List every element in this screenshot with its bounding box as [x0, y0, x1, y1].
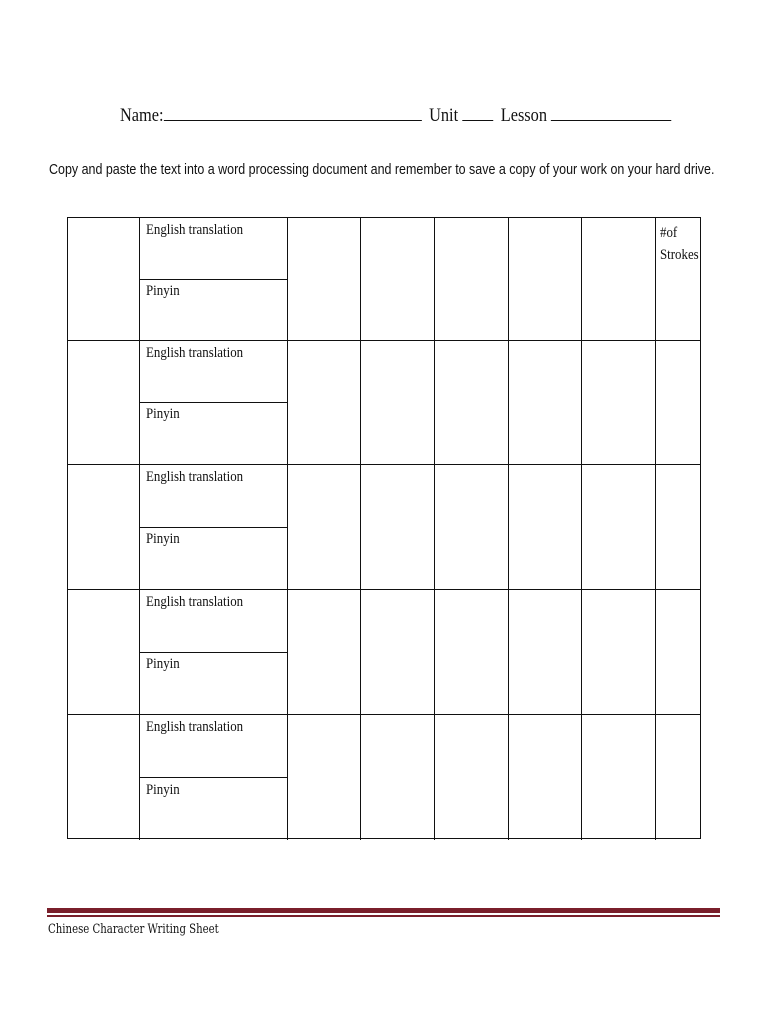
lesson-label: Lesson [500, 105, 548, 126]
name-blank[interactable] [164, 104, 422, 121]
translation-pinyin-cell [140, 341, 288, 464]
name-label: Name: [120, 105, 164, 126]
practice-writing-box[interactable] [582, 715, 656, 840]
practice-writing-box[interactable] [288, 218, 361, 340]
pinyin-label: Pinyin [146, 782, 180, 798]
english-translation-label: English translation [146, 222, 244, 238]
translation-pinyin-cell [140, 218, 288, 340]
stroke-count-cell[interactable] [656, 590, 702, 714]
practice-writing-box[interactable] [288, 341, 361, 464]
pinyin-label: Pinyin [146, 656, 180, 672]
character-cell[interactable] [68, 218, 140, 340]
english-translation-label: English translation [146, 719, 244, 735]
practice-writing-box[interactable] [361, 218, 435, 340]
header-line [120, 104, 602, 134]
unit-label: Unit [429, 105, 459, 126]
grid-row [68, 465, 700, 590]
practice-writing-box[interactable] [582, 218, 656, 340]
stroke-count-cell[interactable] [656, 715, 702, 840]
character-cell[interactable] [68, 715, 140, 840]
grid-row [68, 218, 700, 341]
practice-writing-box[interactable] [361, 341, 435, 464]
practice-writing-box[interactable] [435, 218, 509, 340]
unit-blank[interactable] [462, 104, 493, 121]
practice-writing-box[interactable] [288, 465, 361, 589]
footer-rule-thick [47, 908, 720, 913]
character-cell[interactable] [68, 341, 140, 464]
english-translation-label: English translation [146, 469, 244, 485]
instructions-text: Copy and paste the text into a word processing document and remember to save a copy of your work on your hard drive. [49, 162, 715, 178]
character-cell[interactable] [68, 465, 140, 589]
grid-row [68, 590, 700, 715]
english-translation-label: English translation [146, 594, 244, 610]
footer-title: Chinese Character Writing Sheet [48, 922, 219, 937]
english-translation-field[interactable] [140, 341, 287, 403]
english-translation-field[interactable] [140, 715, 287, 778]
english-translation-field[interactable] [140, 465, 287, 528]
grid-row [68, 715, 700, 840]
practice-writing-box[interactable] [288, 715, 361, 840]
pinyin-field[interactable] [140, 527, 287, 589]
english-translation-label: English translation [146, 345, 244, 361]
practice-writing-box[interactable] [361, 590, 435, 714]
practice-writing-box[interactable] [435, 465, 509, 589]
lesson-blank[interactable] [551, 104, 671, 121]
stroke-count-cell[interactable] [656, 341, 702, 464]
stroke-count-cell[interactable] [656, 465, 702, 589]
stroke-count-header [660, 222, 699, 266]
practice-writing-box[interactable] [435, 590, 509, 714]
writing-grid [67, 217, 701, 839]
practice-writing-box[interactable] [361, 715, 435, 840]
practice-writing-box[interactable] [435, 715, 509, 840]
english-translation-field[interactable] [140, 218, 287, 280]
practice-writing-box[interactable] [509, 341, 582, 464]
pinyin-field[interactable] [140, 778, 287, 840]
practice-writing-box[interactable] [509, 218, 582, 340]
pinyin-field[interactable] [140, 652, 287, 714]
stroke-count-header-line2: Strokes [660, 247, 699, 263]
practice-writing-box[interactable] [509, 590, 582, 714]
character-cell[interactable] [68, 590, 140, 714]
pinyin-field[interactable] [140, 279, 287, 340]
practice-writing-box[interactable] [582, 341, 656, 464]
grid-row [68, 341, 700, 465]
practice-writing-box[interactable] [509, 715, 582, 840]
translation-pinyin-cell [140, 465, 288, 589]
footer-rule [47, 908, 720, 918]
pinyin-field[interactable] [140, 402, 287, 464]
stroke-count-cell[interactable] [656, 218, 702, 340]
practice-writing-box[interactable] [288, 590, 361, 714]
practice-writing-box[interactable] [582, 590, 656, 714]
english-translation-field[interactable] [140, 590, 287, 653]
footer-rule-thin [47, 915, 720, 917]
stroke-count-header-line1: #of [660, 225, 678, 241]
practice-writing-box[interactable] [582, 465, 656, 589]
practice-writing-box[interactable] [509, 465, 582, 589]
translation-pinyin-cell [140, 590, 288, 714]
pinyin-label: Pinyin [146, 406, 180, 422]
pinyin-label: Pinyin [146, 283, 180, 299]
translation-pinyin-cell [140, 715, 288, 840]
practice-writing-box[interactable] [361, 465, 435, 589]
practice-writing-box[interactable] [435, 341, 509, 464]
pinyin-label: Pinyin [146, 531, 180, 547]
